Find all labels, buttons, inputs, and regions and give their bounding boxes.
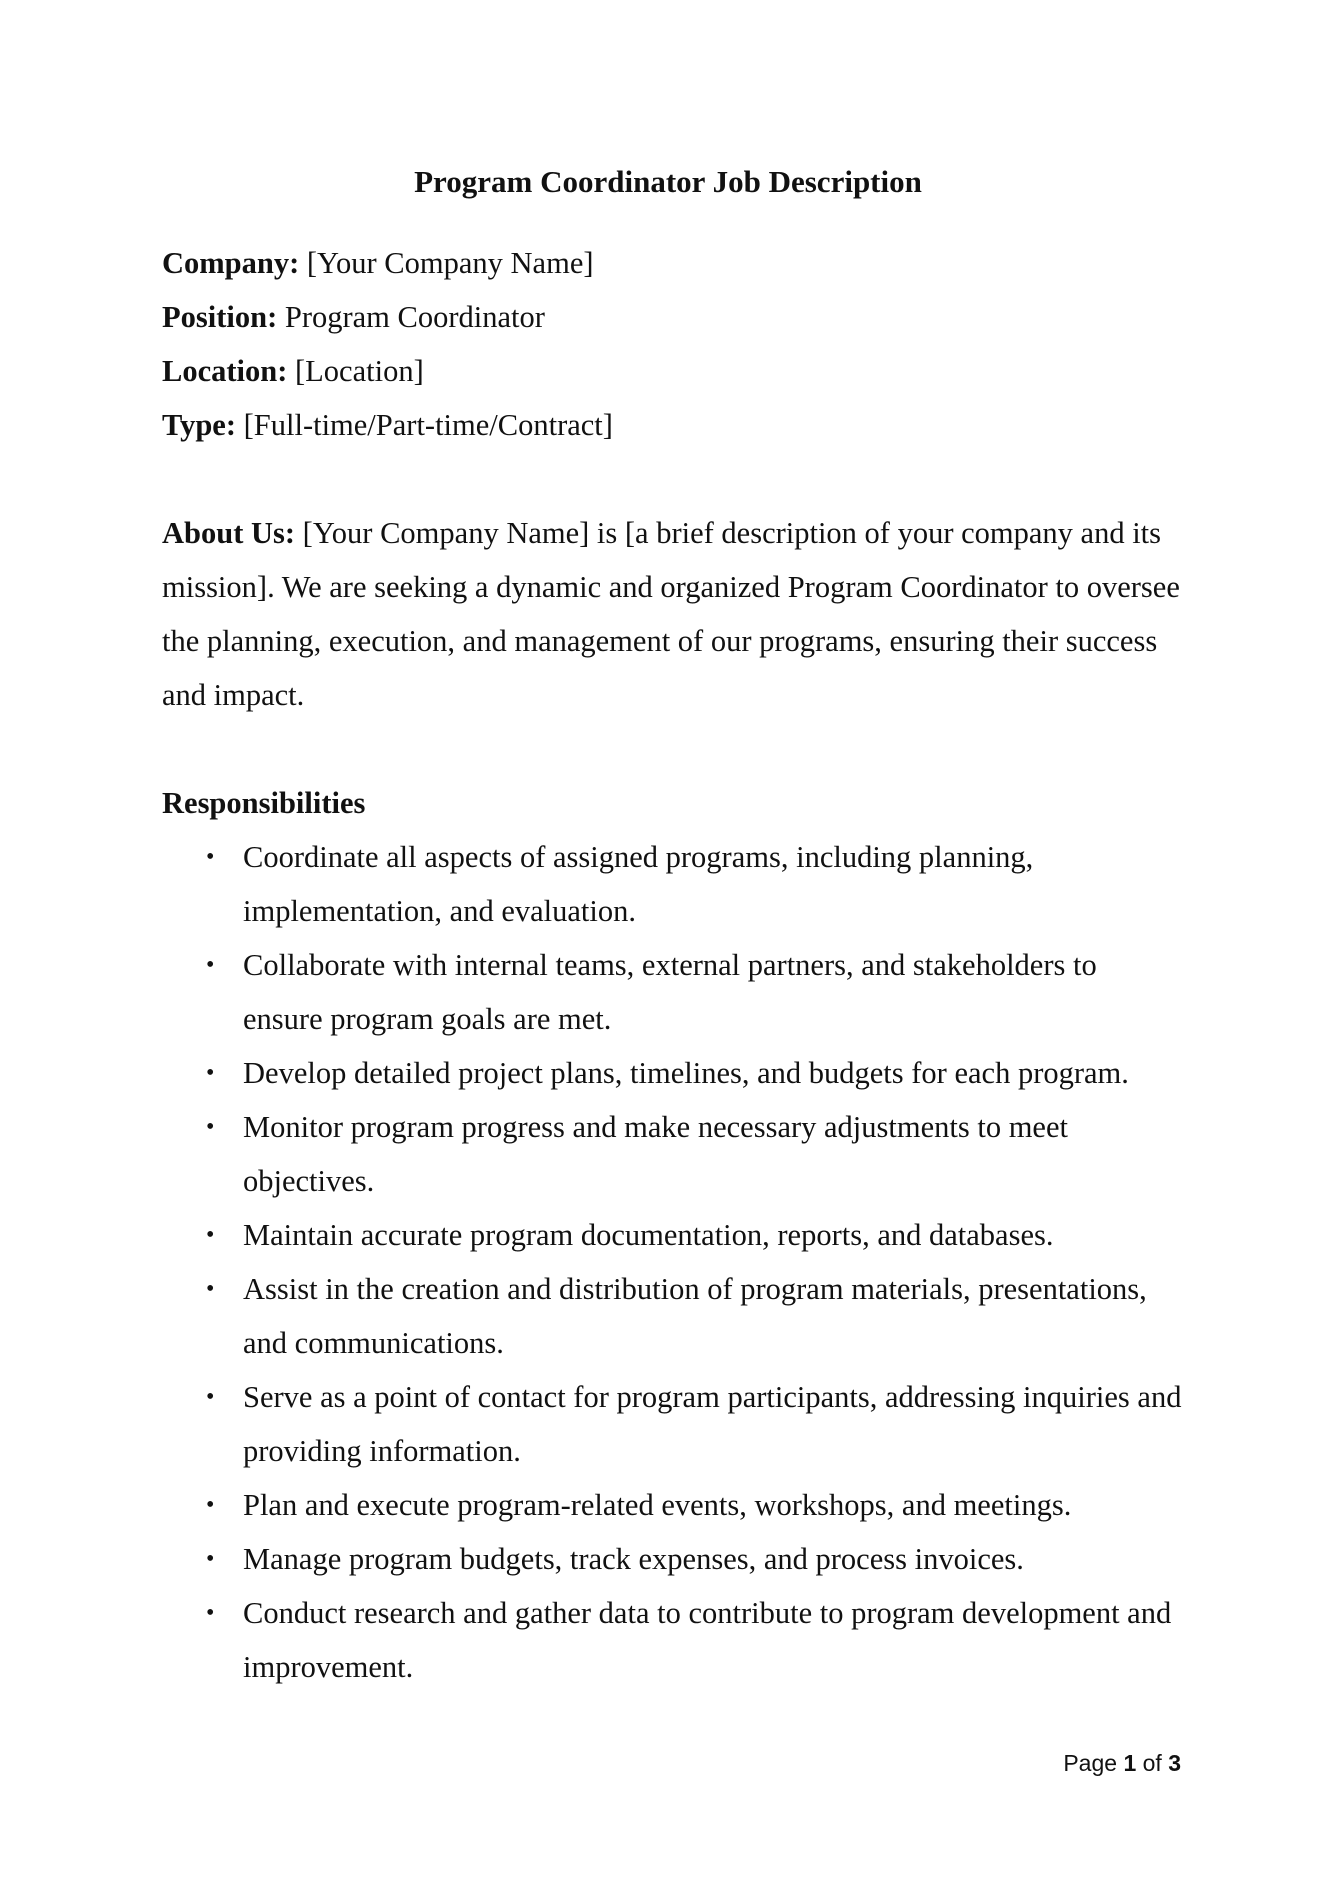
bullet-icon: • xyxy=(206,1222,215,1248)
list-item xyxy=(162,1100,1182,1208)
list-item xyxy=(162,1586,1182,1694)
bullet-icon: • xyxy=(206,1384,215,1410)
bullet-icon: • xyxy=(206,1060,215,1086)
location-line xyxy=(162,344,1182,398)
list-item-text: Conduct research and gather data to contribute to program development and improvement. xyxy=(243,1596,1172,1684)
company-label: Company: xyxy=(162,246,300,280)
about-paragraph xyxy=(162,506,1182,722)
list-item-text: Manage program budgets, track expenses, and process invoices. xyxy=(243,1542,1024,1576)
list-item xyxy=(162,1046,1182,1100)
about-text: [Your Company Name] is [a brief description of your company and its mission]. We are seeking a dynamic and organized Program Coordinator to oversee the planning, execution, and management of our programs, ensuring their success and impact. xyxy=(162,516,1180,712)
list-item xyxy=(162,1208,1182,1262)
list-item-text: Serve as a point of contact for program participants, addressing inquiries and providing information. xyxy=(243,1380,1182,1468)
list-item xyxy=(162,1478,1182,1532)
bullet-icon: • xyxy=(206,1600,215,1626)
bullet-icon: • xyxy=(206,1114,215,1140)
list-item-text: Collaborate with internal teams, external partners, and stakeholders to ensure program goals are met. xyxy=(243,948,1097,1036)
company-value: [Your Company Name] xyxy=(299,246,594,280)
page-word: Page xyxy=(1063,1750,1118,1776)
type-value: [Full-time/Part-time/Contract] xyxy=(236,408,613,442)
total-pages-number: 3 xyxy=(1168,1750,1181,1776)
bullet-icon: • xyxy=(206,1276,215,1302)
position-value: Program Coordinator xyxy=(277,300,545,334)
document-body xyxy=(162,236,1182,1694)
list-item xyxy=(162,830,1182,938)
document-title: Program Coordinator Job Description xyxy=(414,164,922,199)
company-line xyxy=(162,236,1182,290)
position-line xyxy=(162,290,1182,344)
list-item-text: Plan and execute program-related events, workshops, and meetings. xyxy=(243,1488,1072,1522)
page-number-footer xyxy=(1063,1750,1181,1777)
current-page-number: 1 xyxy=(1123,1750,1137,1776)
about-label: About Us: xyxy=(162,516,296,550)
list-item-text: Monitor program progress and make necessary adjustments to meet objectives. xyxy=(243,1110,1068,1198)
of-word: of xyxy=(1142,1750,1162,1776)
bullet-icon: • xyxy=(206,952,215,978)
list-item xyxy=(162,938,1182,1046)
position-label: Position: xyxy=(162,300,278,334)
list-item xyxy=(162,1532,1182,1586)
bullet-icon: • xyxy=(206,1546,215,1572)
list-item-text: Assist in the creation and distribution of program materials, presentations, and communications. xyxy=(243,1272,1147,1360)
list-item xyxy=(162,1262,1182,1370)
type-label: Type: xyxy=(162,408,236,442)
responsibilities-heading: Responsibilities xyxy=(162,786,366,820)
responsibilities-list xyxy=(162,830,1182,1694)
type-line xyxy=(162,398,1182,452)
location-label: Location: xyxy=(162,354,288,388)
list-item-text: Coordinate all aspects of assigned programs, including planning, implementation, and evaluation. xyxy=(243,840,1034,928)
bullet-icon: • xyxy=(206,844,215,870)
location-value: [Location] xyxy=(287,354,424,388)
list-item-text: Develop detailed project plans, timelines, and budgets for each program. xyxy=(243,1056,1129,1090)
bullet-icon: • xyxy=(206,1492,215,1518)
list-item xyxy=(162,1370,1182,1478)
list-item-text: Maintain accurate program documentation, reports, and databases. xyxy=(243,1218,1054,1252)
